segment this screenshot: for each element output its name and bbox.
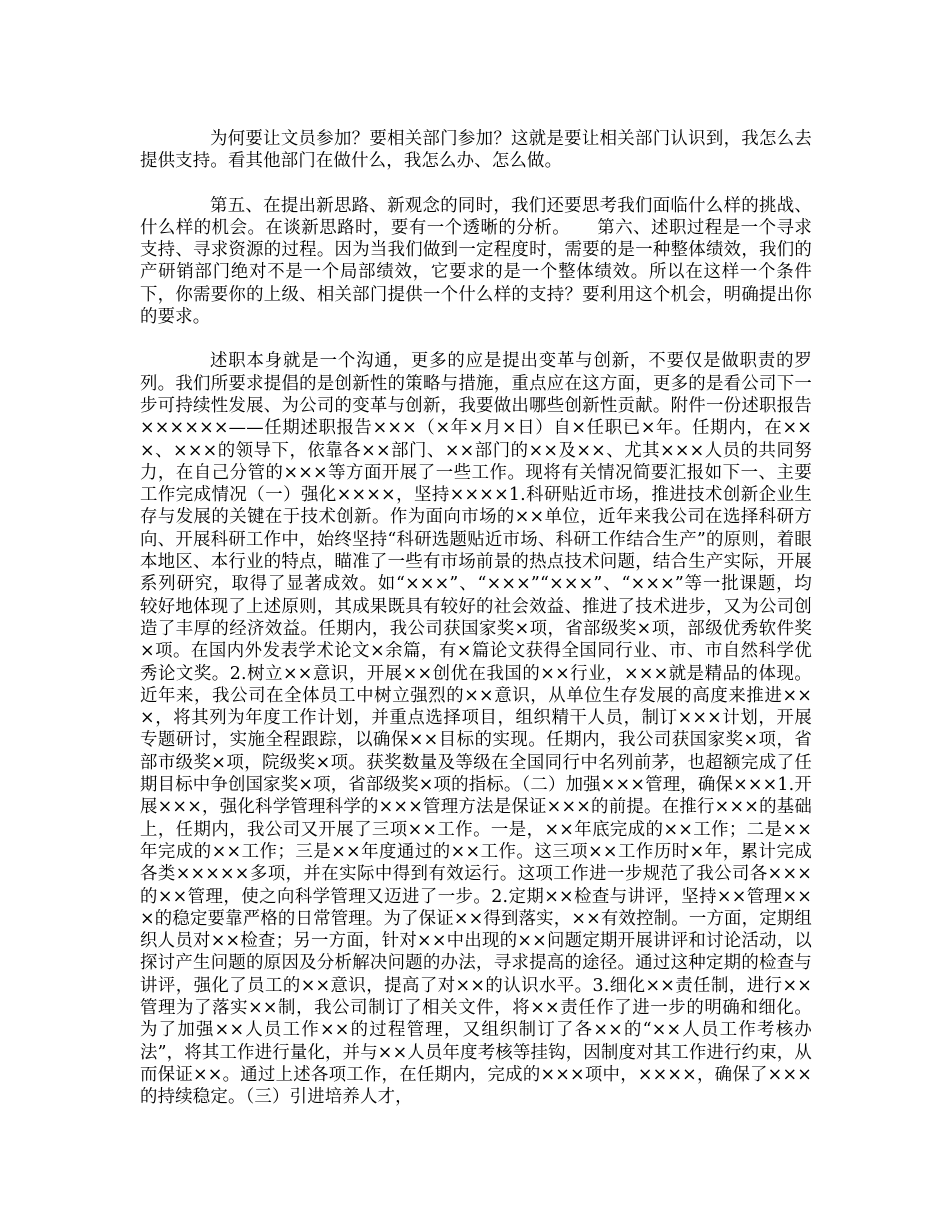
paragraph-3: 述职本身就是一个沟通，更多的应是提出变革与创新，不要仅是做职责的罗列。我们所要求提倡的是创新性的策略与措施，重点应在这方面，更多的是看公司下一步可持续性发展、为公司的变革与创新，我要做出哪些创新性贡献。附件一份述职报告××××××——任期述职报告×××（×年×月×日）自×任职已×年。任期内，在×××、×××的领导下，依靠各××部门、××部门的××及××、尤其×××人员的共同努力，在自己分管的×××等方面开展了一些工作。现将有关情况简要汇报如下一、主要工作完成情况（一）强化××××，坚持××××1.科研贴近市场，推进技术创新企业生存与发展的关键在于技术创新。作为面向市场的××单位，近年来我公司在选择科研方向、开展科研工作中，始终坚持“科研选题贴近市场、科研工作结合生产”的原则，着眼本地区、本行业的特点，瞄准了一些有市场前景的热点技术问题，结合生产实际，开展系列研究，取得了显著成效。如“×××”、“×××”“×××”、“×××”等一批课题，均较好地体现了上述原则，其成果既具有较好的社会效益、推进了技术进步，又为公司创造了丰厚的经济效益。任期内，我公司获国家奖×项，省部级奖×项，部级优秀软件奖×项。在国内外发表学术论文×余篇，有×篇论文获得全国同行业、市、市自然科学优秀论文奖。2.树立××意识，开展××创优在我国的××行业，×××就是精品的体现。近年来，我公司在全体员工中树立强烈的××意识，从单位生存发展的高度来推进×××，将其列为年度工作计划，并重点选择项目，组织精干人员，制订×××计划，开展专题研讨，实施全程跟踪，以确保××目标的实现。任期内，我公司获国家奖×项，省部市级奖×项，院级奖×项。获奖数量及等级在全国同行中名列前茅，也超额完成了任期目标中争创国家奖×项，省部级奖×项的指标。（二）加强×××管理，确保×××1.开展×××，强化科学管理科学的×××管理方法是保证×××的前提。在推行×××的基础上，任期内，我公司又开展了三项××工作。一是，××年底完成的××工作；二是××年完成的××工作；三是××年度通过的××工作。这三项××工作历时×年，累计完成各类×××××多项，并在实际中得到有效运行。这项工作进一步规范了我公司各×××的××管理，使之向科学管理又迈进了一步。2.定期××检查与讲评，坚持××管理×××的稳定要靠严格的日常管理。为了保证××得到落实，××有效控制。一方面，定期组织人员对××检查；另一方面，针对××中出现的××问题定期开展讲评和讨论活动，以探讨产生问题的原因及分析解决问题的办法，寻求提高的途径。通过这种定期的检查与讲评，强化了员工的××意识，提高了对××的认识水平。3.细化××责任制，进行××管理为了落实××制，我公司制订了相关文件，将××责任作了进一步的明确和细化。为了加强××人员工作××的过程管理，又组织制订了各××的“××人员工作考核办法”，将其工作进行量化，并与××人员年度考核等挂钩，因制度对其工作进行约束，从而保证××。通过上述各项工作，在任期内，完成的×××项中，××××，确保了×××的持续稳定。（三）引进培养人才， [140, 351, 812, 1108]
paragraph-1: 为何要让文员参加？要相关部门参加？这就是要让相关部门认识到，我怎么去提供支持。看其他部门在做什么，我怎么办、怎么做。 [140, 129, 812, 172]
document-page [140, 128, 812, 1108]
paragraph-2: 第五、在提出新思路、新观念的同时，我们还要思考我们面临什么样的挑战、什么样的机会。在谈新思路时，要有一个透晰的分析。 第六、述职过程是一个寻求支持、寻求资源的过程。因为当我们做到一定程度时，需要的是一种整体绩效，我们的产研销部门绝对不是一个局部绩效，它要求的是一个整体绩效。所以在这样一个条件下，你需要你的上级、相关部门提供一个什么样的支持？要利用这个机会，明确提出你的要求。 [140, 195, 812, 328]
